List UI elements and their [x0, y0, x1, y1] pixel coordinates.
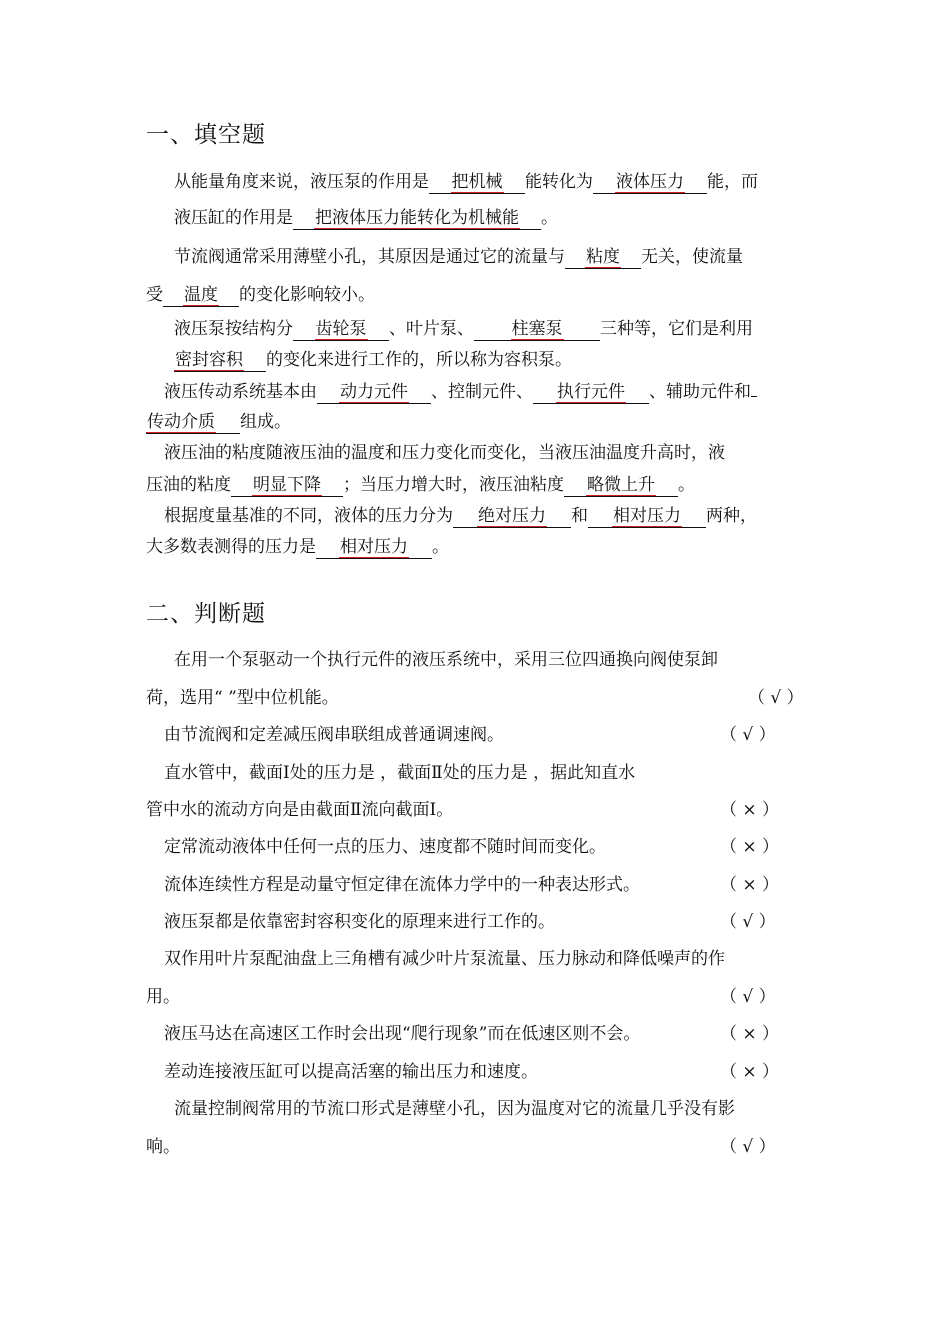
q4-line1: 液压传动系统基本由 动力元件 、控制元件、 执行元件 、辅助元件和 [164, 380, 757, 404]
q1-answer-blank-3: 把液体压力能转化为机械能 [293, 207, 541, 230]
q4-answer-blank-1: 动力元件 [317, 381, 431, 404]
tf-item-8-mark: （ × ） [720, 1024, 780, 1044]
q1-answer-blank-1: 把机械 [429, 171, 525, 194]
q3-line1: 液压泵按结构分 齿轮泵 、叶片泵、 柱塞泵 三种等，它们是利用 [174, 319, 753, 339]
q6-line2: 大多数表测得的压力是 相对压力 。 [146, 537, 449, 557]
tf-item-10-line1: 流量控制阀常用的节流口形式是薄壁小孔，因为温度对它的流量几乎没有影 [174, 1099, 735, 1119]
q3-answer-blank-1: 齿轮泵 [293, 318, 389, 341]
q2-answer-blank-1: 粘度 [565, 246, 641, 269]
q5-answer-blank-1: 明显下降 [231, 474, 343, 497]
tf-item-7-line1: 双作用叶片泵配油盘上三角槽有减少叶片泵流量、压力脉动和降低噪声的作 [164, 949, 725, 969]
tf-item-5-line1: 流体连续性方程是动量守恒定律在流体力学中的一种表达形式。 [164, 875, 640, 895]
tf-item-10-line2: 响。 [146, 1137, 180, 1157]
q6-answer-blank-3: 相对压力 [316, 536, 432, 559]
q5-line1: 液压油的粘度随液压油的温度和压力变化而变化，当液压油温度升高时，液 [164, 443, 725, 463]
q1-answer-blank-2: 液体压力 [593, 171, 707, 194]
q4-blank-tail [751, 396, 757, 397]
tf-item-4-mark: （ × ） [720, 837, 780, 857]
section-title-true-false: 二、判断题 [146, 601, 266, 627]
q2-line1: 节流阀通常采用薄壁小孔，其原因是通过它的流量与 粘度 无关，使流量 [174, 247, 743, 267]
tf-item-3-line1: 直水管中，截面Ⅰ处的压力是 ，截面Ⅱ处的压力是 ，据此知直水 [164, 763, 636, 783]
tf-item-6-line1: 液压泵都是依靠密封容积变化的原理来进行工作的。 [164, 912, 555, 932]
tf-item-2-mark: （ √ ） [720, 725, 776, 745]
tf-item-2-line1: 由节流阀和定差减压阀串联组成普通调速阀。 [164, 725, 504, 745]
q6-answer-blank-1: 绝对压力 [453, 505, 571, 528]
q3-line2: 密封容积 的变化来进行工作的，所以称为容积泵。 [175, 350, 572, 370]
tf-item-3-line2: 管中水的流动方向是由截面Ⅱ流向截面Ⅰ。 [146, 800, 454, 820]
section-title-fill-blank: 一、填空题 [146, 122, 266, 148]
q6-answer-blank-2: 相对压力 [588, 505, 706, 528]
tf-item-1-line2: 荷，选用“ ”型中位机能。 [146, 688, 339, 708]
tf-item-3-mark: （ × ） [720, 800, 780, 820]
q2-line2: 受 温度 的变化影响较小。 [146, 285, 375, 305]
q6-line1: 根据度量基准的不同，液体的压力分为 绝对压力 和 相对压力 两种， [164, 506, 757, 526]
q3-answer-blank-3: 密封容积 [174, 349, 266, 372]
q5-line2: 压油的粘度 明显下降 ；当压力增大时，液压油粘度 略微上升 。 [146, 475, 695, 495]
q1-line1: 从能量角度来说，液压泵的作用是 把机械 能转化为 液体压力 能，而 [174, 172, 758, 192]
q3-answer-blank-2: 柱塞泵 [474, 318, 600, 341]
q4-answer-blank-3: 传动介质 [146, 411, 240, 434]
tf-item-6-mark: （ √ ） [720, 912, 776, 932]
tf-item-5-mark: （ × ） [720, 875, 780, 895]
tf-item-7-line2: 用。 [146, 987, 180, 1007]
tf-item-1-line1: 在用一个泵驱动一个执行元件的液压系统中，采用三位四通换向阀使泵卸 [174, 650, 718, 670]
q4-answer-blank-2: 执行元件 [533, 381, 649, 404]
q2-answer-blank-2: 温度 [163, 284, 239, 307]
tf-item-7-mark: （ √ ） [720, 987, 776, 1007]
tf-item-9-mark: （ × ） [720, 1062, 780, 1082]
q1-line2: 液压缸的作用是 把液体压力能转化为机械能 。 [174, 208, 558, 228]
q5-answer-blank-2: 略微上升 [564, 474, 678, 497]
q4-line2: 传动介质 组成。 [147, 412, 291, 432]
tf-item-4-line1: 定常流动液体中任何一点的压力、速度都不随时间而变化。 [164, 837, 606, 857]
tf-item-9-line1: 差动连接液压缸可以提高活塞的输出压力和速度。 [164, 1062, 538, 1082]
tf-item-1-mark: （ √ ） [748, 688, 804, 708]
tf-item-10-mark: （ √ ） [720, 1137, 776, 1157]
tf-item-8-line1: 液压马达在高速区工作时会出现“爬行现象”而在低速区则不会。 [164, 1024, 641, 1044]
